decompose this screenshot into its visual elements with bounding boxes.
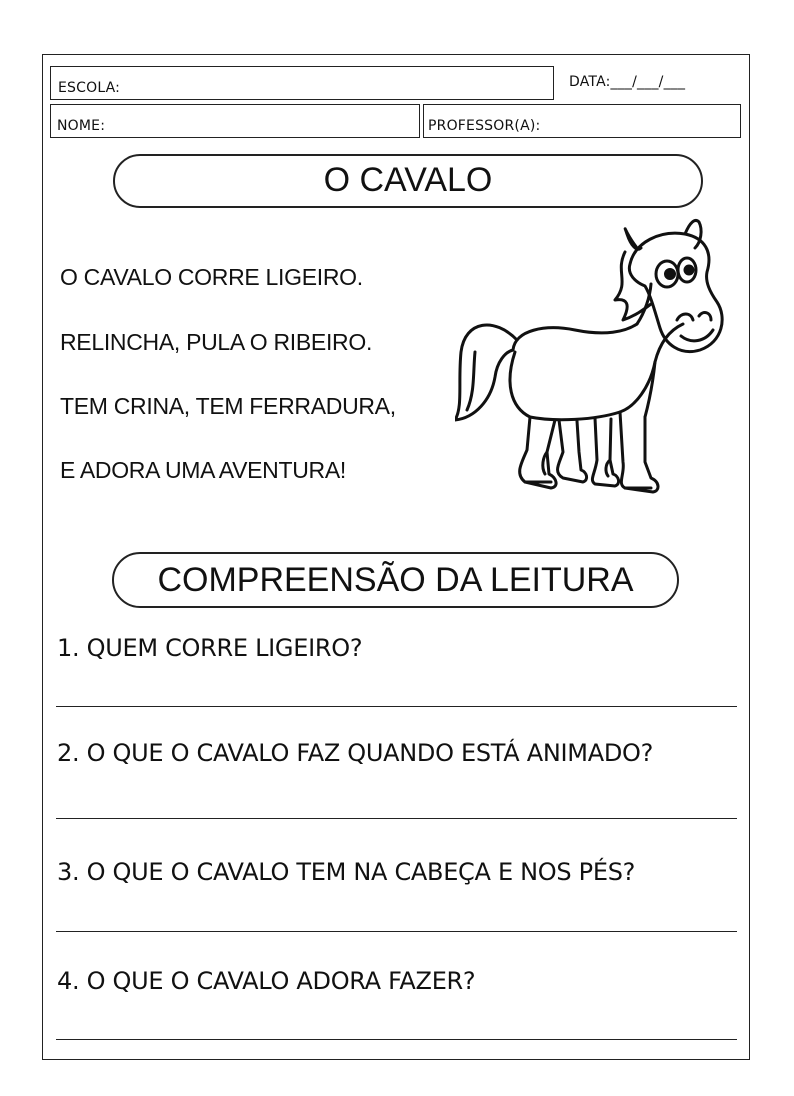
page-title: O CAVALO: [113, 154, 703, 208]
school-label: ESCOLA:: [58, 80, 121, 96]
name-field[interactable]: [50, 104, 420, 138]
answer-line-4[interactable]: [56, 1039, 737, 1040]
question-4: 4. O QUE O CAVALO ADORA FAZER?: [57, 967, 476, 995]
teacher-label: PROFESSOR(A):: [428, 118, 541, 134]
poem-line: O CAVALO CORRE LIGEIRO.: [60, 264, 363, 290]
poem-line: RELINCHA, PULA O RIBEIRO.: [60, 329, 373, 355]
question-2: 2. O QUE O CAVALO FAZ QUANDO ESTÁ ANIMADO?: [57, 739, 654, 767]
poem-line: E ADORA UMA AVENTURA!: [60, 457, 346, 483]
answer-line-1[interactable]: [56, 706, 737, 707]
poem-line: TEM CRINA, TEM FERRADURA,: [60, 393, 396, 419]
section-title: COMPREENSÃO DA LEITURA: [112, 552, 679, 608]
horse-icon: [455, 212, 730, 502]
school-field[interactable]: [50, 66, 554, 100]
answer-line-2[interactable]: [56, 818, 737, 819]
question-3: 3. O QUE O CAVALO TEM NA CABEÇA E NOS PÉS?: [57, 858, 636, 886]
name-label: NOME:: [57, 118, 106, 134]
date-field[interactable]: DATA:___/___/___: [569, 74, 686, 90]
teacher-field[interactable]: [423, 104, 741, 138]
answer-line-3[interactable]: [56, 931, 737, 932]
question-1: 1. QUEM CORRE LIGEIRO?: [57, 634, 363, 662]
